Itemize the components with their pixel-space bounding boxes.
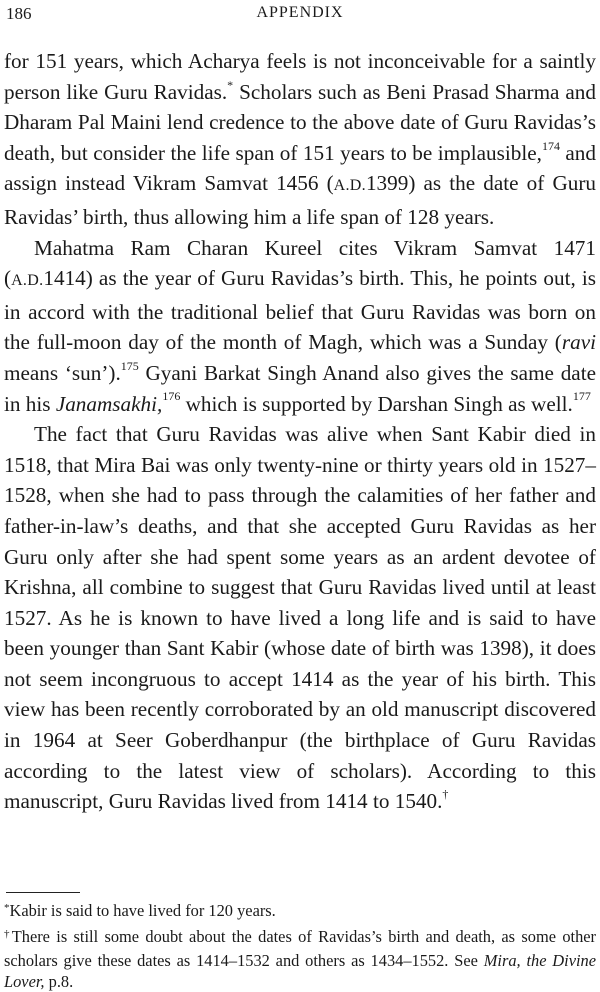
- footnote-divider: [6, 892, 80, 893]
- endnote-ref-177: 177: [572, 389, 591, 404]
- footnotes: [4, 900, 596, 992]
- paragraph-2-text-4: Gyani Barkat Singh Anand also gives the same date in his: [4, 360, 596, 416]
- paragraph-2-text-1: Mahatma Ram Charan Kureel cites Vikram Samvat 1471 (: [4, 235, 596, 291]
- paragraph-1-text-4: 1399) as the date of Guru Ravidas’ birth, thus allowing him a life span of 128 years.: [4, 171, 597, 229]
- page-header: [6, 4, 594, 28]
- paragraph-1: [4, 46, 596, 233]
- footnote-marker-dagger: †: [442, 787, 449, 802]
- italic-ravi: ravi: [561, 330, 596, 355]
- footnote-marker-asterisk: *: [227, 77, 234, 92]
- endnote-ref-174: 174: [541, 138, 560, 153]
- footnote-1-mark: *: [4, 902, 10, 914]
- paragraph-1-text-3: and assign instead Vikram Samvat 1456 (: [4, 140, 596, 196]
- footnote-2: [4, 926, 596, 992]
- paragraph-3: [4, 419, 596, 817]
- paragraph-1-text-1: for 151 years, which Acharya feels is not inconceivable for a saintly person like Guru Ravidas.: [4, 49, 596, 104]
- footnote-2-text: There is still some doubt about the dates of Ravidas’s birth and death, as some other scholars give these dates as 1414–1532 and others as 1434–1552. See: [4, 927, 596, 970]
- footnote-1-text: Kabir is said to have lived for 120 years.: [9, 901, 276, 920]
- paragraph-1-text-2: Scholars such as Beni Prasad Sharma and Dharam Pal Maini lend credence to the above date of Guru Ravidas’s death, but consider the life span of 151 years to be implausible,: [4, 79, 596, 165]
- era-label: A.D.: [333, 177, 366, 195]
- footnote-2-tail: p.8.: [44, 972, 74, 991]
- footnote-2-title: Mira, the Divine Lover,: [4, 951, 596, 991]
- endnote-ref-175: 175: [120, 358, 139, 373]
- paragraph-2: [4, 233, 596, 420]
- footnote-2-mark: †: [4, 928, 12, 940]
- footnote-1: [4, 900, 596, 924]
- body-text: [4, 46, 596, 817]
- paragraph-2-text-2: 1414) as the year of Guru Ravidas’s birth. This, he points out, is in accord with the traditional belief that Guru Ravidas was born on the full-moon day of the month of Magh, which was a Sunday (: [4, 266, 596, 355]
- italic-janamsakhi: Janamsakhi,: [55, 391, 163, 416]
- page-number: 186: [6, 4, 32, 23]
- paragraph-3-text: The fact that Guru Ravidas was alive when Sant Kabir died in 1518, that Mira Bai was only twenty-nine or thirty years old in 1527–1528, when she had to pass through the calamities of her father and father-in-law’s deaths, and that she accepted Guru Ravidas as her Guru only after she had spent some years as an ardent devotee of Krishna, all combine to suggest that Guru Ravidas lived until at least 1527. As he is known to have lived a long life and is said to have been younger than Sant Kabir (whose date of birth was 1398), it does not seem incongruous to accept 1414 as the year of his birth. This view has been recently corroborated by an old manuscript discovered in 1964 at Seer Goberdhanpur (the birthplace of Guru Ravidas according to the latest view of scholars). According to this manuscript, Guru Ravidas lived from 1414 to 1540.: [4, 422, 596, 814]
- paragraph-2-text-5: which is supported by Darshan Singh as well.: [180, 391, 573, 416]
- running-head: APPENDIX: [256, 4, 344, 21]
- era-label: A.D.: [11, 272, 44, 290]
- paragraph-2-text-3: means ‘sun’).: [4, 360, 121, 385]
- endnote-ref-176: 176: [162, 389, 181, 404]
